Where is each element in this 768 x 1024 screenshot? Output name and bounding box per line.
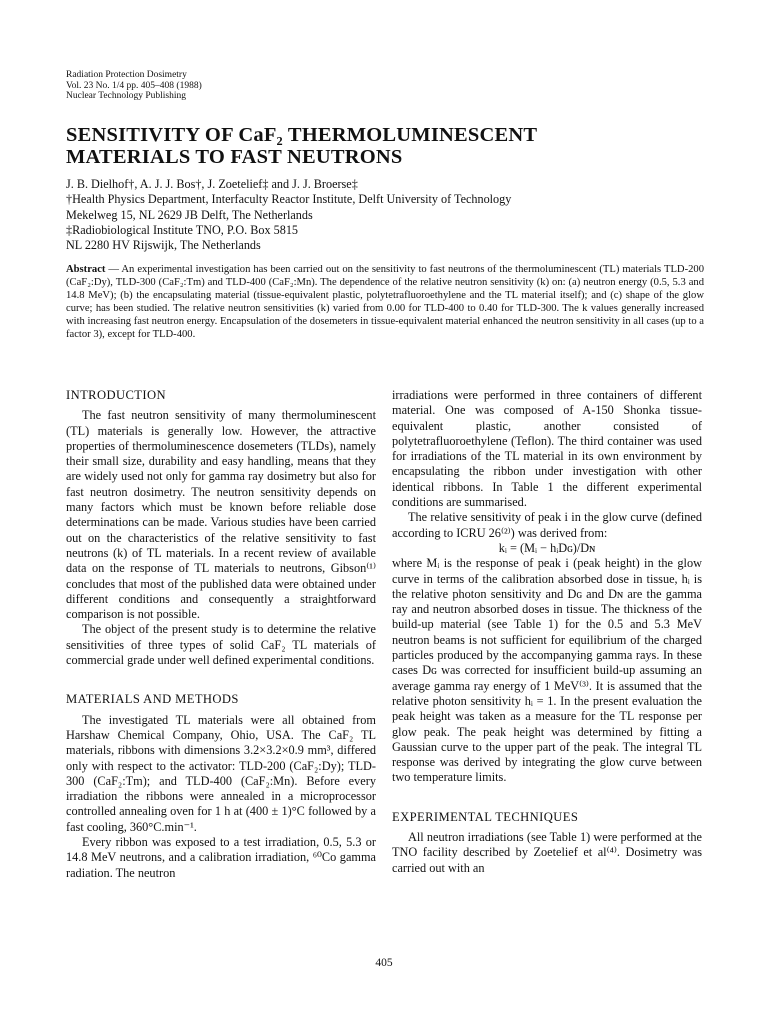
affiliation-3: ‡Radiobiological Institute TNO, P.O. Box 5815 bbox=[66, 222, 299, 237]
paragraph: The relative sensitivity of peak i in the glow curve (defined according to ICRU 26⁽²⁾) was derived from: bbox=[392, 510, 702, 540]
paragraph: The investigated TL materials were all obtained from Harshaw Chemical Company, Ohio, USA. The CaF₂ TL materials, ribbons with dimensions 3.2×3.2×0.9 mm³, differed only with respect to the activator: TLD-200 (CaF₂:Dy); TLD-300 (CaF₂:Tm); and TLD-400 (CaF₂:Mn). Before every irradiation the ribbons were annealed in a microprocessor controlled annealing oven for 1 h at (400 ± 1)°C followed by a fast cooling, 360°C.min⁻¹. bbox=[66, 712, 376, 834]
affiliation-2: Mekelweg 15, NL 2629 JB Delft, The Netherlands bbox=[66, 207, 313, 222]
abstract-label: Abstract bbox=[66, 264, 106, 275]
title-line-1: SENSITIVITY OF CaF₂ THERMOLUMINESCENT bbox=[66, 124, 538, 146]
section-heading-materials-methods: MATERIALS AND METHODS bbox=[66, 692, 239, 707]
left-column bbox=[66, 388, 376, 881]
journal-name: Radiation Protection Dosimetry bbox=[66, 70, 187, 80]
abstract bbox=[66, 264, 704, 341]
journal-publisher: Nuclear Technology Publishing bbox=[66, 91, 187, 101]
journal-volume: Vol. 23 No. 1/4 pp. 405–408 (1988) bbox=[66, 80, 202, 91]
affiliation-1: †Health Physics Department, Interfaculty Reactor Institute, Delft University of Technology bbox=[66, 192, 512, 207]
section-heading-experimental-techniques: EXPERIMENTAL TECHNIQUES bbox=[392, 809, 579, 824]
page-number: 405 bbox=[375, 957, 393, 969]
paper-title bbox=[66, 124, 706, 168]
paragraph: where Mᵢ is the response of peak i (peak height) in the glow curve in terms of the calibration absorbed dose in tissue, hᵢ is the relative photon sensitivity and Dɢ and Dɴ are the gamma ray and neutron absorbed doses in tissue. The thickness of the build-up material (see Table 1) for the 0.5 and 5.3 MeV neutron beams is not sufficient for equilibrium of the charged particles produced by the accompanying gamma rays. In these cases Dɢ was corrected for insufficient build-up assuming an average gamma ray energy of 1 MeV⁽³⁾. It is assumed that the relative photon sensitivity hᵢ = 1. In the present evaluation the peak height was taken as a measure for the TL response per glow peak. The peak height was determined by fitting a Gaussian curve to the upper part of the peak. The integral TL response was derived by integrating the glow curve between two temperature limits. bbox=[392, 556, 702, 785]
paragraph: irradiations were performed in three containers of different material. One was composed of A-150 Shonka tissue-equivalent plastic, another consisted of polytetrafluoroethylene (Teflon). The third container was used for irradiations of the TL material in its own environment by encapsulating the ribbon under investigation with other identical ribbons. In Table 1 the different experimental conditions are summarised. bbox=[392, 388, 702, 510]
equation: kᵢ = (Mᵢ − hᵢDɢ)/Dɴ bbox=[498, 540, 596, 555]
section-heading-introduction: INTRODUCTION bbox=[66, 388, 166, 402]
journal-header bbox=[66, 70, 202, 102]
abstract-text: — An experimental investigation has been carried out on the sensitivity to fast neutrons of the thermoluminescent (TL) materials TLD-200 (CaF₂:Dy), TLD-300 (CaF₂:Tm) and TLD-400 (CaF₂:Mn). The dependence of the relative neutron sensitivity (k) on: (a) neutron energy (0.5, 5.3 and 14.8 MeV); (b) the encapsulating material (tissue-equivalent plastic, polytetrafluoroethylene and the TL material itself); and (c) shape of the glow curve; has been studied. The relative neutron sensitivities (k) varied from 0.00 for TLD-400 to 0.40 for TLD-300. The k values generally increased with increasing fast neutron energy. Encapsulation of the dosemeters in tissue-equivalent material enhanced the neutron sensitivity in all cases (up to a factor 3), except for TLD-400. bbox=[66, 264, 704, 340]
right-column bbox=[392, 388, 702, 876]
title-line-2: MATERIALS TO FAST NEUTRONS bbox=[66, 146, 403, 168]
paragraph: The object of the present study is to determine the relative sensitivities of three types of solid CaF₂ TL materials of commercial grade under well defined experimental conditions. bbox=[66, 622, 376, 668]
paragraph: Every ribbon was exposed to a test irradiation, 0.5, 5.3 or 14.8 MeV neutrons, and a calibration irradiation, ⁶⁰Co gamma radiation. The neutron bbox=[66, 835, 376, 880]
affiliation-4: NL 2280 HV Rijswijk, The Netherlands bbox=[66, 238, 261, 253]
authors: J. B. Dielhof†, A. J. J. Bos†, J. Zoetelief‡ and J. J. Broerse‡ bbox=[66, 177, 358, 191]
author-block bbox=[66, 177, 511, 253]
paragraph: The fast neutron sensitivity of many thermoluminescent (TL) materials is generally low. However, the attractive properties of thermoluminescence dosemeters (TLDs), namely their small size, durability and easy handling, means that they are widely used not only for gamma ray dosimetry but also for fast neutron dosimetry. The neutron sensitivity depends on many factors which must be known before reliable dose determinations can be made. Various studies have been carried out on the characteristics of the relative sensitivity to fast neutrons (k) of TL materials. In a recent review of available data on the response of TL materials to neutrons, Gibson⁽¹⁾ concludes that most of the published data were obtained under different conditions and consequently a straightforward comparison is not possible. bbox=[66, 408, 376, 622]
paragraph: All neutron irradiations (see Table 1) were performed at the TNO facility described by Zoetelief et al⁽⁴⁾. Dosimetry was carried out with an bbox=[392, 830, 702, 875]
